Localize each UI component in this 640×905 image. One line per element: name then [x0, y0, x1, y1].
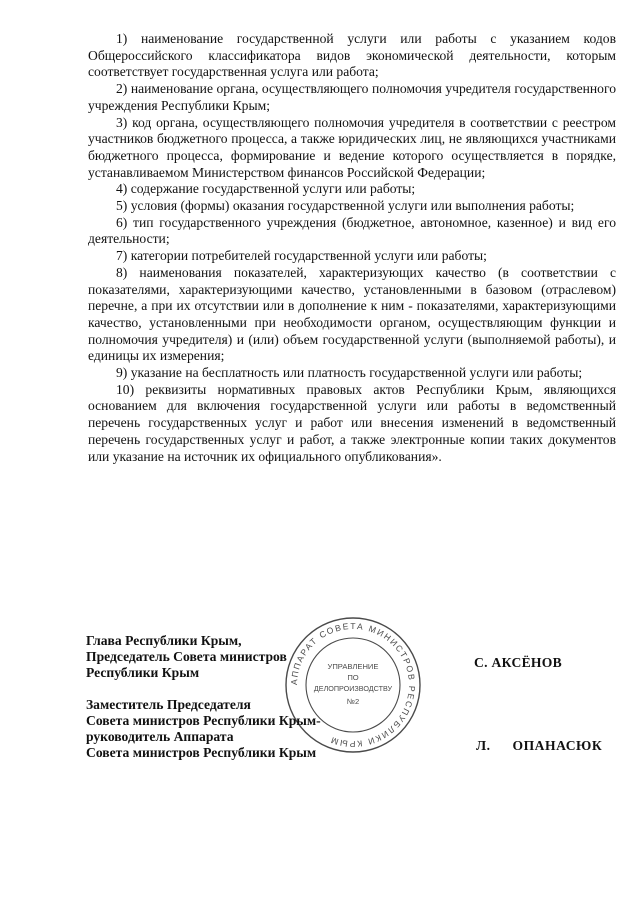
list-item-2: 2) наименование органа, осуществляющего полномочия учредителя государственного учреждения Республики Крым;	[88, 81, 616, 113]
deputy-title-line-2: Совета министров Республики Крым-	[86, 713, 321, 728]
stamp-center-line-1: УПРАВЛЕНИЕ	[327, 662, 379, 671]
list-item-6: 6) тип государственного учреждения (бюджетное, автономное, казенное) и вид его деятельности;	[88, 214, 616, 247]
stamp-ring-text: АППАРАТ СОВЕТА МИНИСТРОВ РЕСПУБЛИКИ КРЫМ	[288, 620, 418, 750]
deputy-title-line-3: руководитель Аппарата	[86, 729, 234, 744]
list-item-8: 8) наименования показателей, характеризующих качество (в соответствии с показателями, характеризующими качество, установленными в базовом (отраслевом) перечне, а при их отсутствии или в дополнение к ним - показателями, характеризующими качество, установленными при необходимости органом, осуществляющим функции и полномочия учредителя) и (или) объем государственной услуги (выполняемой работы), и единицы их измерения;	[88, 264, 616, 364]
list-item-1: 1) наименование государственной услуги или работы с указанием кодов Общероссийского классификатора видов экономической деятельности, которым соответствует государственная услуга или работа;	[88, 31, 616, 80]
deputy-title-line-4: Совета министров Республики Крым	[86, 745, 317, 760]
deputy-initial: Л.	[476, 738, 491, 753]
deputy-surname: ОПАНАСЮК	[512, 738, 603, 753]
head-signatory-name: С. АКСЁНОВ	[474, 655, 563, 670]
list-item-4: 4) содержание государственной услуги или работы;	[116, 181, 416, 197]
head-title-line-3: Республики Крым	[86, 665, 200, 680]
list-item-10: 10) реквизиты нормативных правовых актов Республики Крым, являющихся основанием для включения государственной услуги или работы в ведомственный перечень государственных услуг и работ или внесения изменений в ведомственный перечень государственных услуг и работ, а также электронные копии таких документов или указание на источник их официального опубликования».	[88, 381, 616, 464]
stamp-center-line-3: ДЕЛОПРОИЗВОДСТВУ	[313, 684, 393, 693]
deputy-signatory-name	[476, 738, 602, 754]
list-item-5: 5) условия (формы) оказания государственной услуги или выполнения работы;	[116, 198, 575, 214]
signature-block-head	[86, 633, 287, 681]
head-title-line-1: Глава Республики Крым,	[86, 633, 242, 648]
stamp-center-line-2: ПО	[347, 673, 359, 682]
deputy-title-line-1: Заместитель Председателя	[86, 697, 251, 712]
head-title-line-2: Председатель Совета министров	[86, 649, 287, 664]
list-item-3: 3) код органа, осуществляющего полномочия учредителя в соответствии с реестром участников бюджетного процесса, а также юридических лиц, не являющихся участниками бюджетного процесса, формирование и ведение которого осуществляется в порядке, устанавливаемом Министерством финансов Российской Федерации;	[88, 114, 616, 180]
signature-block-deputy	[86, 697, 321, 761]
document-body	[88, 31, 616, 465]
stamp-center-line-4: №2	[346, 697, 360, 706]
list-item-9: 9) указание на бесплатность или платность государственной услуги или работы;	[116, 365, 583, 381]
list-item-7: 7) категории потребителей государственной услуги или работы;	[116, 248, 487, 264]
